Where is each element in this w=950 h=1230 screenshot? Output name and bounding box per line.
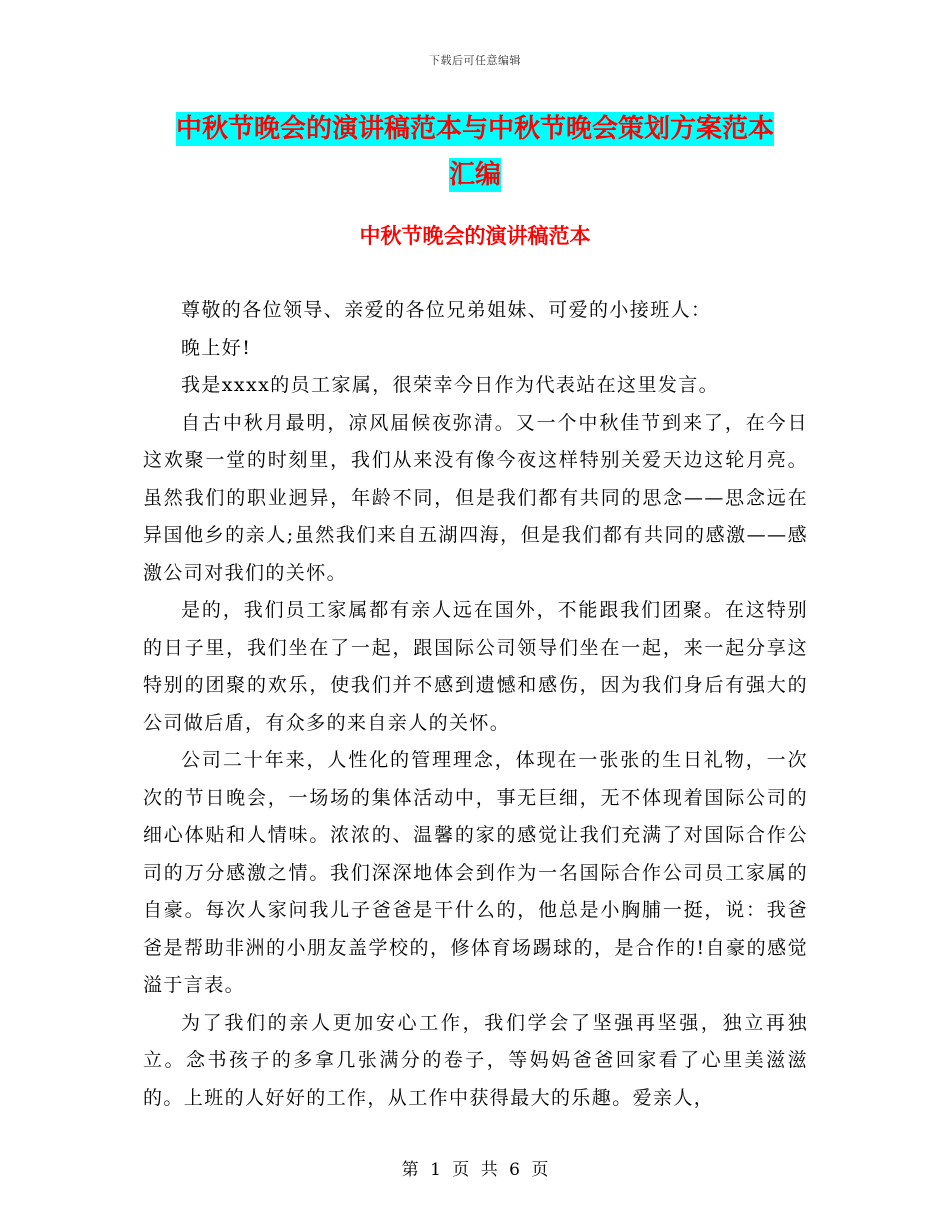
paragraph: 为了我们的亲人更加安心工作，我们学会了坚强再坚强，独立再独立。念书孩子的多拿几张满分的卷子，等妈妈爸爸回家看了心里美滋滋的。上班的人好好的工作，从工作中获得最大的乐趣。爱亲人， [143,1011,808,1109]
paragraph: 是的，我们员工家属都有亲人远在国外，不能跟我们团聚。在这特别的日子里，我们坐在了一起，跟国际公司领导们坐在一起，来一起分享这特别的团聚的欢乐，使我们并不感到遗憾和感伤，因为我们身后有强大的公司做后盾，有众多的来自亲人的关怀。 [143,599,808,734]
paragraph: 尊敬的各位领导、亲爱的各位兄弟姐妹、可爱的小接班人： [181,299,712,321]
document-title-line2: 汇编 [448,160,501,190]
section-title: 中秋节晚会的演讲稿范本 [359,224,591,248]
page-footer: 第 1 页 共 6 页 [401,1160,549,1180]
paragraph: 我是xxxx的员工家属，很荣幸今日作为代表站在这里发言。 [181,374,720,396]
document-body [143,292,808,1117]
document-title-line1: 中秋节晚会的演讲稿范本与中秋节晚会策划方案范本 [175,114,774,144]
paragraph: 公司二十年来，人性化的管理理念，体现在一张张的生日礼物，一次次的节日晚会，一场场的集体活动中，事无巨细，无不体现着国际公司的细心体贴和人情味。浓浓的、温馨的家的感觉让我们充满了对国际合作公司的万分感激之情。我们深深地体会到作为一名国际合作公司员工家属的自豪。每次人家问我儿子爸爸是干什么的，他总是小胸脯一挺，说：我爸爸是帮助非洲的小朋友盖学校的，修体育场踢球的，是合作的!自豪的感觉溢于言表。 [143,749,808,996]
header-note: 下载后可任意编辑 [429,54,521,67]
paragraph: 晚上好! [181,336,252,359]
paragraph: 自古中秋月最明，凉风届候夜弥清。又一个中秋佳节到来了，在今日这欢聚一堂的时刻里，我们从来没有像今夜这样特别关爱天边这轮月亮。虽然我们的职业迥异，年龄不同，但是我们都有共同的思念——思念远在异国他乡的亲人;虽然我们来自五湖四海，但是我们都有共同的感激——感激公司对我们的关怀。 [143,411,808,584]
document-title [140,106,810,198]
